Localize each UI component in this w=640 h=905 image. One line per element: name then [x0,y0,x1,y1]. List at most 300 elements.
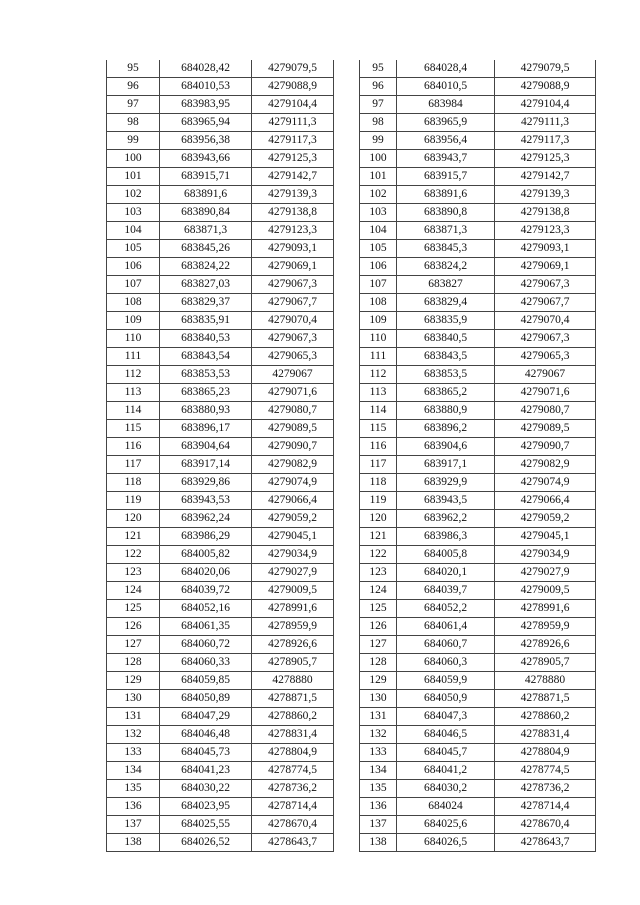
y-coordinate-cell: 4279027,9 [495,564,596,582]
table-row [107,168,334,186]
table-row [107,240,334,258]
point-number-cell: 98 [107,114,160,132]
table-row [360,438,596,456]
table-row [360,528,596,546]
y-coordinate-cell: 4279111,3 [495,114,596,132]
point-number-cell: 100 [107,150,160,168]
y-coordinate-cell: 4279079,5 [495,60,596,78]
y-coordinate-cell: 4278831,4 [495,726,596,744]
table-row [360,816,596,834]
table-row [360,150,596,168]
x-coordinate-cell: 684039,7 [397,582,495,600]
x-coordinate-cell: 684060,33 [160,654,252,672]
y-coordinate-cell: 4278670,4 [495,816,596,834]
x-coordinate-cell: 683824,2 [397,258,495,276]
table-row [107,366,334,384]
point-number-cell: 114 [360,402,397,420]
table-row [360,600,596,618]
y-coordinate-cell: 4278714,4 [495,798,596,816]
x-coordinate-cell: 684030,2 [397,780,495,798]
x-coordinate-cell: 684028,42 [160,60,252,78]
point-number-cell: 115 [360,420,397,438]
x-coordinate-cell: 683962,24 [160,510,252,528]
point-number-cell: 97 [360,96,397,114]
table-row [360,168,596,186]
y-coordinate-cell: 4278774,5 [252,762,334,780]
x-coordinate-cell: 684005,82 [160,546,252,564]
point-number-cell: 117 [107,456,160,474]
x-coordinate-cell: 683880,93 [160,402,252,420]
table-row [360,474,596,492]
table-row [107,780,334,798]
point-number-cell: 115 [107,420,160,438]
x-coordinate-cell: 684061,35 [160,618,252,636]
x-coordinate-cell: 683917,1 [397,456,495,474]
point-number-cell: 109 [107,312,160,330]
table-row [360,402,596,420]
y-coordinate-cell: 4278736,2 [252,780,334,798]
x-coordinate-cell: 684041,2 [397,762,495,780]
y-coordinate-cell: 4278860,2 [495,708,596,726]
table-row [107,654,334,672]
y-coordinate-cell: 4279093,1 [495,240,596,258]
point-number-cell: 122 [360,546,397,564]
table-row [107,636,334,654]
point-number-cell: 132 [107,726,160,744]
y-coordinate-cell: 4279104,4 [252,96,334,114]
y-coordinate-cell: 4279045,1 [495,528,596,546]
table-row [360,762,596,780]
x-coordinate-cell: 684052,16 [160,600,252,618]
point-number-cell: 106 [360,258,397,276]
table-row [107,438,334,456]
x-coordinate-cell: 683943,66 [160,150,252,168]
point-number-cell: 96 [107,78,160,96]
x-coordinate-cell: 684047,29 [160,708,252,726]
y-coordinate-cell: 4278880 [495,672,596,690]
y-coordinate-cell: 4279065,3 [495,348,596,366]
table-row [107,312,334,330]
y-coordinate-cell: 4279074,9 [495,474,596,492]
y-coordinate-cell: 4279139,3 [495,186,596,204]
table-row [107,96,334,114]
table-row [360,258,596,276]
x-coordinate-cell: 683880,9 [397,402,495,420]
point-number-cell: 137 [107,816,160,834]
y-coordinate-cell: 4279088,9 [495,78,596,96]
x-coordinate-cell: 683890,8 [397,204,495,222]
x-coordinate-cell: 684045,73 [160,744,252,762]
y-coordinate-cell: 4279071,6 [252,384,334,402]
table-row [107,132,334,150]
point-number-cell: 122 [107,546,160,564]
x-coordinate-cell: 684060,72 [160,636,252,654]
point-number-cell: 96 [360,78,397,96]
point-number-cell: 125 [360,600,397,618]
point-number-cell: 126 [360,618,397,636]
x-coordinate-cell: 684045,7 [397,744,495,762]
table-row [360,798,596,816]
x-coordinate-cell: 684030,22 [160,780,252,798]
point-number-cell: 101 [360,168,397,186]
point-number-cell: 119 [107,492,160,510]
x-coordinate-cell: 684041,23 [160,762,252,780]
x-coordinate-cell: 684059,9 [397,672,495,690]
y-coordinate-cell: 4278804,9 [252,744,334,762]
point-number-cell: 107 [107,276,160,294]
y-coordinate-cell: 4278880 [252,672,334,690]
table-row [360,366,596,384]
x-coordinate-cell: 683904,6 [397,438,495,456]
y-coordinate-cell: 4279138,8 [252,204,334,222]
point-number-cell: 127 [360,636,397,654]
x-coordinate-cell: 683891,6 [397,186,495,204]
x-coordinate-cell: 683843,5 [397,348,495,366]
x-coordinate-cell: 683840,5 [397,330,495,348]
table-row [360,330,596,348]
y-coordinate-cell: 4278905,7 [495,654,596,672]
x-coordinate-cell: 683835,9 [397,312,495,330]
y-coordinate-cell: 4279117,3 [252,132,334,150]
table-row [360,510,596,528]
coordinates-table-precise-body [107,60,334,852]
point-number-cell: 118 [107,474,160,492]
point-number-cell: 111 [107,348,160,366]
point-number-cell: 100 [360,150,397,168]
point-number-cell: 136 [107,798,160,816]
y-coordinate-cell: 4279090,7 [252,438,334,456]
point-number-cell: 112 [360,366,397,384]
point-number-cell: 121 [360,528,397,546]
point-number-cell: 95 [360,60,397,78]
x-coordinate-cell: 683827 [397,276,495,294]
y-coordinate-cell: 4279045,1 [252,528,334,546]
y-coordinate-cell: 4279059,2 [252,510,334,528]
x-coordinate-cell: 683943,53 [160,492,252,510]
point-number-cell: 138 [360,834,397,852]
table-row [360,564,596,582]
point-number-cell: 110 [360,330,397,348]
y-coordinate-cell: 4279080,7 [252,402,334,420]
x-coordinate-cell: 683983,95 [160,96,252,114]
y-coordinate-cell: 4278926,6 [252,636,334,654]
point-number-cell: 133 [107,744,160,762]
x-coordinate-cell: 683843,54 [160,348,252,366]
x-coordinate-cell: 683896,2 [397,420,495,438]
y-coordinate-cell: 4279067,3 [495,276,596,294]
y-coordinate-cell: 4279034,9 [495,546,596,564]
x-coordinate-cell: 683929,9 [397,474,495,492]
x-coordinate-cell: 683845,26 [160,240,252,258]
y-coordinate-cell: 4279067,3 [252,276,334,294]
point-number-cell: 128 [360,654,397,672]
x-coordinate-cell: 683965,9 [397,114,495,132]
point-number-cell: 102 [107,186,160,204]
point-number-cell: 130 [107,690,160,708]
table-row [107,330,334,348]
y-coordinate-cell: 4279067,3 [252,330,334,348]
y-coordinate-cell: 4279125,3 [495,150,596,168]
point-number-cell: 129 [360,672,397,690]
table-row [360,384,596,402]
point-number-cell: 104 [107,222,160,240]
y-coordinate-cell: 4279067,3 [495,330,596,348]
y-coordinate-cell: 4279123,3 [495,222,596,240]
table-row [360,726,596,744]
point-number-cell: 135 [107,780,160,798]
y-coordinate-cell: 4279088,9 [252,78,334,96]
y-coordinate-cell: 4279104,4 [495,96,596,114]
y-coordinate-cell: 4278643,7 [252,834,334,852]
point-number-cell: 120 [360,510,397,528]
table-row [360,294,596,312]
x-coordinate-cell: 683896,17 [160,420,252,438]
x-coordinate-cell: 683915,71 [160,168,252,186]
y-coordinate-cell: 4278926,6 [495,636,596,654]
x-coordinate-cell: 683890,84 [160,204,252,222]
x-coordinate-cell: 683829,37 [160,294,252,312]
x-coordinate-cell: 683835,91 [160,312,252,330]
table-row [107,834,334,852]
table-row [107,492,334,510]
y-coordinate-cell: 4279089,5 [495,420,596,438]
y-coordinate-cell: 4279071,6 [495,384,596,402]
y-coordinate-cell: 4279082,9 [495,456,596,474]
point-number-cell: 130 [360,690,397,708]
table-row [360,654,596,672]
point-number-cell: 116 [107,438,160,456]
point-number-cell: 116 [360,438,397,456]
table-row [107,528,334,546]
point-number-cell: 138 [107,834,160,852]
y-coordinate-cell: 4278959,9 [252,618,334,636]
y-coordinate-cell: 4279067,7 [252,294,334,312]
y-coordinate-cell: 4279069,1 [252,258,334,276]
x-coordinate-cell: 683986,3 [397,528,495,546]
x-coordinate-cell: 683929,86 [160,474,252,492]
table-row [107,690,334,708]
y-coordinate-cell: 4278860,2 [252,708,334,726]
x-coordinate-cell: 683956,4 [397,132,495,150]
table-row [360,744,596,762]
y-coordinate-cell: 4279027,9 [252,564,334,582]
y-coordinate-cell: 4279059,2 [495,510,596,528]
x-coordinate-cell: 684026,52 [160,834,252,852]
x-coordinate-cell: 684005,8 [397,546,495,564]
x-coordinate-cell: 683962,2 [397,510,495,528]
table-row [360,834,596,852]
table-row [107,564,334,582]
table-row [107,726,334,744]
x-coordinate-cell: 684059,85 [160,672,252,690]
y-coordinate-cell: 4279070,4 [252,312,334,330]
y-coordinate-cell: 4279082,9 [252,456,334,474]
x-coordinate-cell: 684020,1 [397,564,495,582]
point-number-cell: 126 [107,618,160,636]
y-coordinate-cell: 4279138,8 [495,204,596,222]
point-number-cell: 99 [360,132,397,150]
point-number-cell: 102 [360,186,397,204]
x-coordinate-cell: 683943,5 [397,492,495,510]
table-row [107,420,334,438]
y-coordinate-cell: 4278643,7 [495,834,596,852]
x-coordinate-cell: 683824,22 [160,258,252,276]
table-row [107,384,334,402]
table-row [360,96,596,114]
point-number-cell: 104 [360,222,397,240]
table-row [360,708,596,726]
point-number-cell: 134 [107,762,160,780]
point-number-cell: 129 [107,672,160,690]
point-number-cell: 136 [360,798,397,816]
x-coordinate-cell: 684052,2 [397,600,495,618]
point-number-cell: 99 [107,132,160,150]
x-coordinate-cell: 684050,89 [160,690,252,708]
point-number-cell: 95 [107,60,160,78]
table-row [360,222,596,240]
point-number-cell: 111 [360,348,397,366]
y-coordinate-cell: 4279117,3 [495,132,596,150]
point-number-cell: 127 [107,636,160,654]
point-number-cell: 108 [107,294,160,312]
x-coordinate-cell: 683853,5 [397,366,495,384]
table-row [360,186,596,204]
table-row [107,708,334,726]
coordinates-table-rounded [359,60,596,852]
x-coordinate-cell: 684010,53 [160,78,252,96]
table-row [360,636,596,654]
table-row [360,60,596,78]
y-coordinate-cell: 4279142,7 [495,168,596,186]
table-row [360,492,596,510]
table-row [107,672,334,690]
point-number-cell: 107 [360,276,397,294]
table-row [360,690,596,708]
y-coordinate-cell: 4279065,3 [252,348,334,366]
table-row [107,294,334,312]
point-number-cell: 133 [360,744,397,762]
table-row [107,474,334,492]
y-coordinate-cell: 4279009,5 [252,582,334,600]
point-number-cell: 135 [360,780,397,798]
x-coordinate-cell: 683904,64 [160,438,252,456]
point-number-cell: 105 [360,240,397,258]
table-row [360,546,596,564]
y-coordinate-cell: 4279066,4 [252,492,334,510]
x-coordinate-cell: 683891,6 [160,186,252,204]
y-coordinate-cell: 4279066,4 [495,492,596,510]
point-number-cell: 98 [360,114,397,132]
point-number-cell: 131 [360,708,397,726]
table-row [107,744,334,762]
y-coordinate-cell: 4278871,5 [495,690,596,708]
y-coordinate-cell: 4278991,6 [252,600,334,618]
table-row [360,618,596,636]
point-number-cell: 103 [360,204,397,222]
x-coordinate-cell: 683965,94 [160,114,252,132]
table-row [107,114,334,132]
y-coordinate-cell: 4279079,5 [252,60,334,78]
table-row [107,348,334,366]
y-coordinate-cell: 4278831,4 [252,726,334,744]
coordinates-table-rounded-body [360,60,596,852]
x-coordinate-cell: 683845,3 [397,240,495,258]
table-row [360,780,596,798]
x-coordinate-cell: 684025,55 [160,816,252,834]
table-row [107,798,334,816]
x-coordinate-cell: 683984 [397,96,495,114]
x-coordinate-cell: 684050,9 [397,690,495,708]
x-coordinate-cell: 683871,3 [397,222,495,240]
point-number-cell: 108 [360,294,397,312]
x-coordinate-cell: 683943,7 [397,150,495,168]
x-coordinate-cell: 683871,3 [160,222,252,240]
table-row [107,204,334,222]
x-coordinate-cell: 684047,3 [397,708,495,726]
y-coordinate-cell: 4278871,5 [252,690,334,708]
y-coordinate-cell: 4279142,7 [252,168,334,186]
table-row [360,672,596,690]
x-coordinate-cell: 684028,4 [397,60,495,78]
x-coordinate-cell: 684046,5 [397,726,495,744]
table-row [360,204,596,222]
table-row [107,816,334,834]
point-number-cell: 97 [107,96,160,114]
table-row [107,150,334,168]
x-coordinate-cell: 683956,38 [160,132,252,150]
y-coordinate-cell: 4279123,3 [252,222,334,240]
x-coordinate-cell: 683829,4 [397,294,495,312]
point-number-cell: 113 [107,384,160,402]
x-coordinate-cell: 683917,14 [160,456,252,474]
y-coordinate-cell: 4278714,4 [252,798,334,816]
coordinates-table-precise [106,60,334,852]
table-row [107,618,334,636]
point-number-cell: 120 [107,510,160,528]
y-coordinate-cell: 4279067 [252,366,334,384]
x-coordinate-cell: 684023,95 [160,798,252,816]
x-coordinate-cell: 684061,4 [397,618,495,636]
table-row [107,600,334,618]
x-coordinate-cell: 683865,23 [160,384,252,402]
x-coordinate-cell: 684024 [397,798,495,816]
x-coordinate-cell: 684025,6 [397,816,495,834]
point-number-cell: 125 [107,600,160,618]
y-coordinate-cell: 4279111,3 [252,114,334,132]
point-number-cell: 137 [360,816,397,834]
y-coordinate-cell: 4278670,4 [252,816,334,834]
y-coordinate-cell: 4278959,9 [495,618,596,636]
point-number-cell: 121 [107,528,160,546]
table-row [107,546,334,564]
table-row [360,456,596,474]
point-number-cell: 101 [107,168,160,186]
x-coordinate-cell: 684046,48 [160,726,252,744]
point-number-cell: 103 [107,204,160,222]
point-number-cell: 105 [107,240,160,258]
point-number-cell: 123 [360,564,397,582]
x-coordinate-cell: 684020,06 [160,564,252,582]
point-number-cell: 132 [360,726,397,744]
point-number-cell: 124 [360,582,397,600]
table-row [360,240,596,258]
x-coordinate-cell: 683865,2 [397,384,495,402]
y-coordinate-cell: 4279093,1 [252,240,334,258]
x-coordinate-cell: 683915,7 [397,168,495,186]
y-coordinate-cell: 4279089,5 [252,420,334,438]
y-coordinate-cell: 4279009,5 [495,582,596,600]
point-number-cell: 113 [360,384,397,402]
